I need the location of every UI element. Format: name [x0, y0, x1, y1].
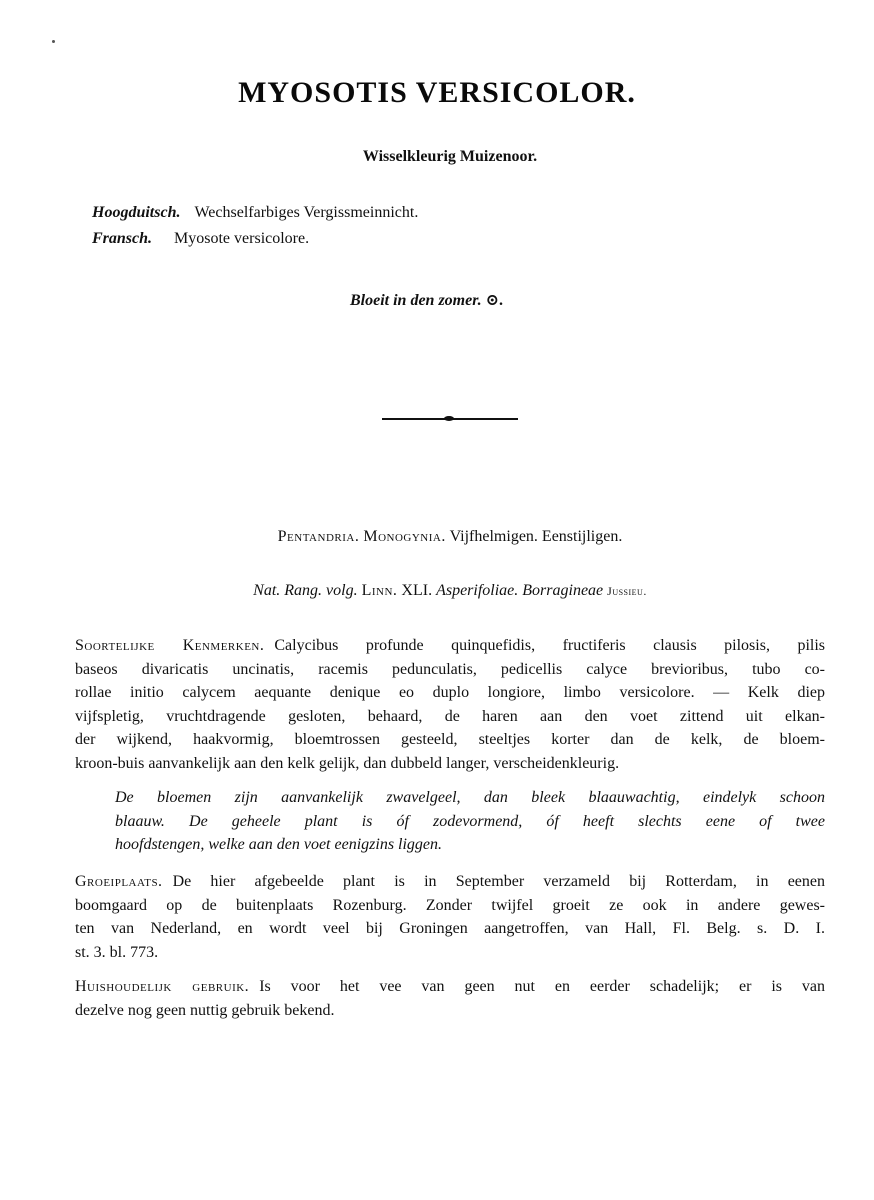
habitat-section	[75, 870, 825, 964]
species-characteristics	[75, 634, 825, 775]
text-line: ten van Nederland, en wordt veel bij Groningen aangetroffen, van Hall, Fl. Belg. s. D. I.	[75, 920, 825, 937]
author-name: Jussieu.	[607, 584, 647, 598]
order-number: XLI.	[401, 582, 433, 599]
linnaeus-label: Linn.	[361, 582, 398, 599]
natural-prefix: Nat. Rang. volg.	[253, 582, 358, 599]
section-heading: Huishoudelijk gebruik.	[75, 978, 250, 995]
dutch-name: Wisselkleurig Muizenoor.	[362, 148, 538, 165]
text-line: De bloemen zijn aanvankelijk zwavelgeel, dan bleek blaauwachtig, eindelyk schoon	[115, 789, 825, 806]
linnaean-classification	[0, 528, 874, 546]
text-line: rollae initio calycem aequante denique eo duplo longiore, limbo versicolore. — Kelk diep	[75, 684, 825, 701]
rule-ornament	[444, 416, 454, 421]
vernacular-name: Wechselfarbiges Vergissmeinnicht.	[194, 204, 419, 221]
vernacular-name: Myosote versicolore.	[174, 230, 310, 247]
language-label: Hoogduitsch.	[92, 204, 181, 221]
ornamental-rule	[382, 418, 518, 420]
family-name: Asperifoliae.	[436, 582, 519, 599]
text-line: boomgaard op de buitenplaats Rozenburg. Zonder twijfel groeit ze ook in andere gewes-	[75, 896, 825, 914]
text-line: vijfspletig, vruchtdragende gesloten, behaard, de haren aan den voet zittend uit elkan-	[75, 707, 825, 725]
flowering-time	[350, 290, 503, 310]
text-line: der wijkend, haakvormig, bloemtrossen gesteeld, steeltjes korter dan de kelk, de bloem-	[75, 731, 825, 748]
text-line: Calycibus profunde quinquefidis, fructiferis clausis pilosis, pilis	[274, 637, 825, 654]
annual-symbol: ⊙.	[485, 292, 503, 309]
text-line: baseos divaricatis uncinatis, racemis pedunculatis, pedicellis calyce brevioribus, tubo co-	[75, 660, 825, 678]
text-line: st. 3. bl. 773.	[75, 943, 159, 961]
language-label: Fransch.	[92, 230, 153, 247]
text-line: De hier afgebeelde plant is in September verzameld bij Rotterdam, in eenen	[172, 873, 825, 890]
household-use-section	[75, 975, 825, 1022]
natural-ranking	[0, 582, 874, 600]
text-line: kroon-buis aanvankelijk aan den kelk gelijk, dan dubbeld langer, verscheidenkleurig.	[75, 754, 620, 772]
text-line: hoofdstengen, welke aan den voet eenigzins liggen.	[115, 836, 443, 853]
flower-note	[115, 786, 825, 857]
ink-speck	[52, 40, 55, 43]
text-line: dezelve nog geen nuttig gebruik bekend.	[75, 1001, 335, 1019]
text-line: blaauw. De geheele plant is óf zodevormend, óf heeft slechts eene of twee	[115, 812, 825, 830]
vernacular-name-german	[92, 204, 418, 222]
vernacular-name-french	[92, 230, 309, 248]
order-name: Monogynia.	[363, 528, 446, 545]
family-name-2: Borragineae	[522, 582, 604, 599]
class-name: Pentandria.	[277, 528, 360, 545]
dutch-classification: Vijfhelmigen. Eenstijligen.	[449, 528, 623, 545]
section-heading: Groeiplaats.	[75, 873, 163, 890]
page-title: MYOSOTIS VERSICOLOR.	[238, 76, 636, 109]
section-heading: Soortelijke Kenmerken.	[75, 637, 265, 654]
flowering-text: Bloeit in den zomer.	[350, 292, 482, 309]
text-line: Is voor het vee van geen nut en eerder schadelijk; er is van	[259, 978, 825, 995]
